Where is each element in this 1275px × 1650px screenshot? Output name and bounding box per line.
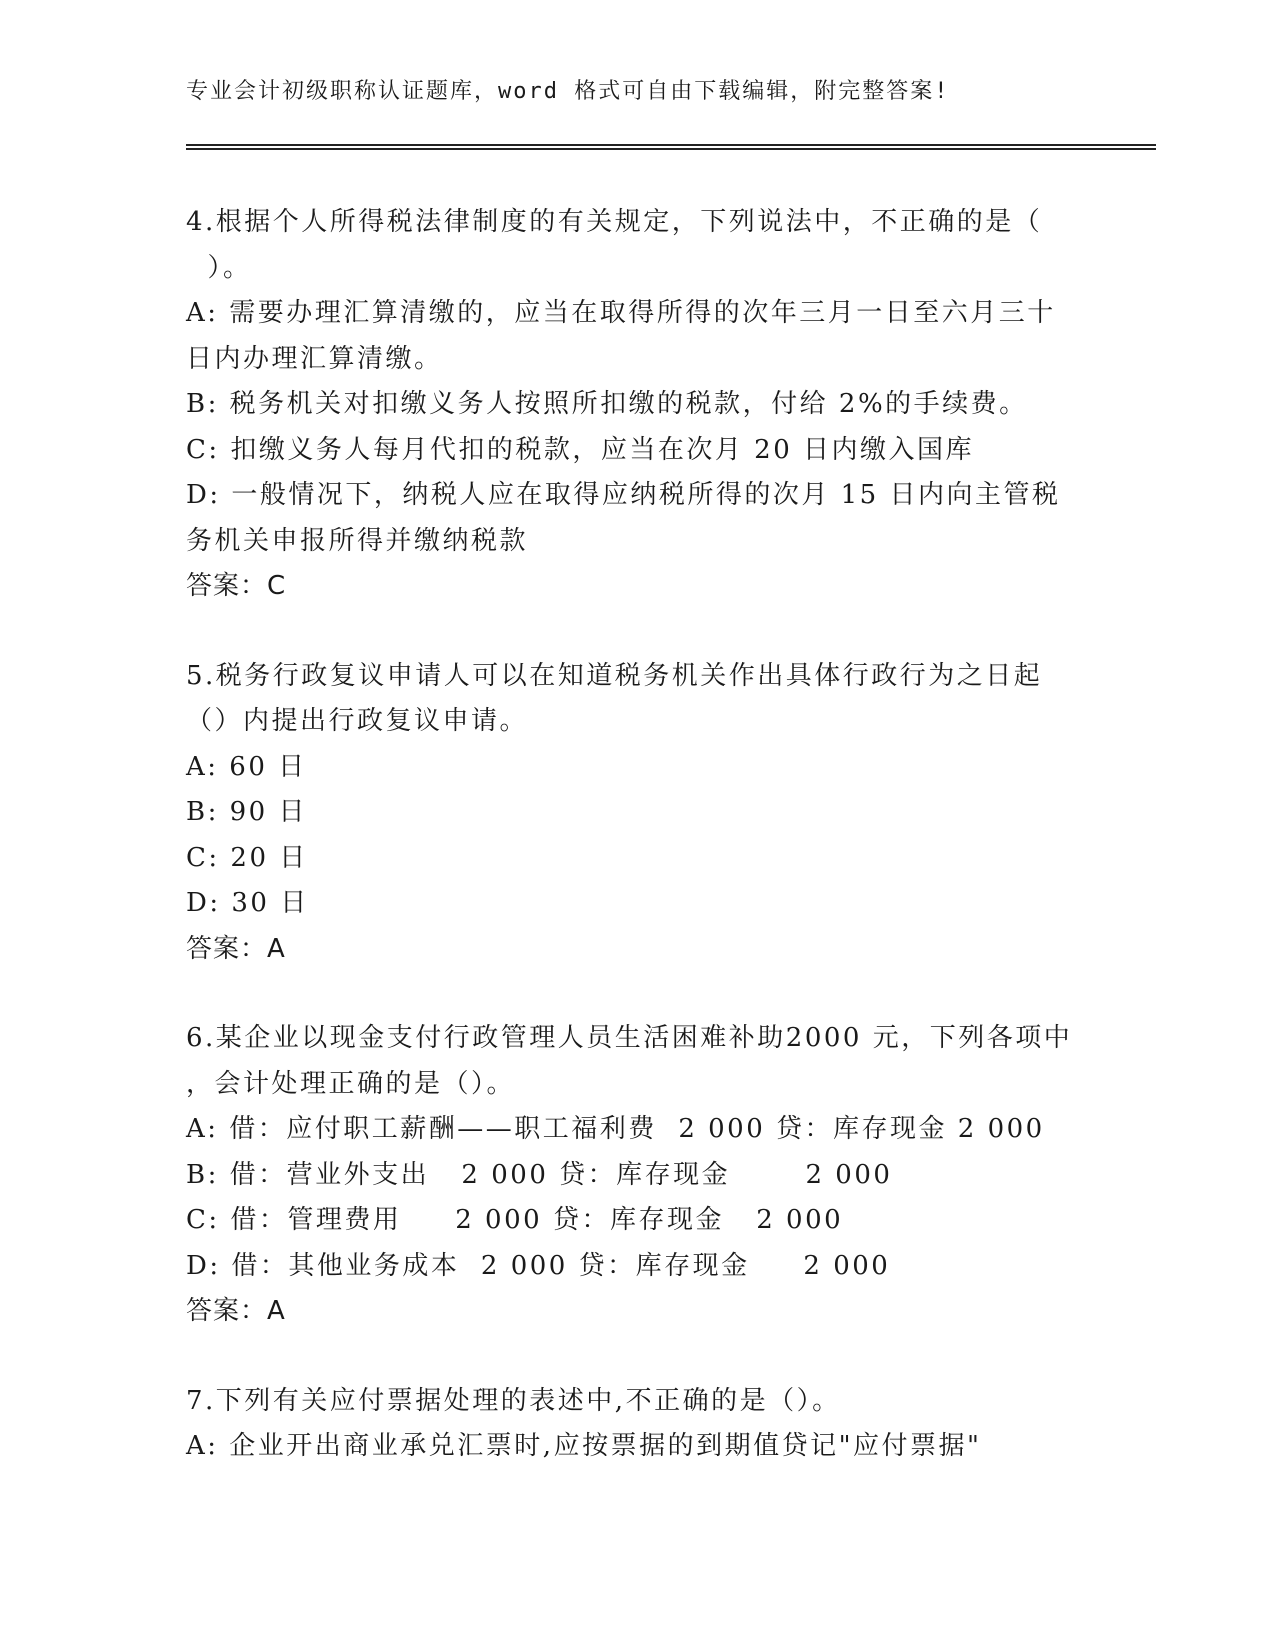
option-d: D: 30 日: [186, 888, 309, 918]
option-b: B: 借：营业外支出 2 000 贷：库存现金 2 000: [186, 1159, 893, 1190]
option-c: C: 扣缴义务人每月代扣的税款，应当在次月 20 日内缴入国库: [186, 434, 975, 465]
option-b: B: 90 日: [186, 797, 307, 827]
option-a: A: 60 日: [186, 751, 307, 782]
option-d: D: 借：其他业务成本 2 000 贷：库存现金 2 000: [186, 1250, 891, 1281]
option-d-cont: 务机关申报所得并缴纳税款: [186, 525, 529, 556]
option-c: C: 借：管理费用 2 000 贷：库存现金 2 000: [186, 1205, 844, 1235]
question-stem: 4.根据个人所得税法律制度的有关规定，下列说法中，不正确的是（: [186, 207, 1043, 237]
answer: 答案：A: [186, 1296, 286, 1326]
option-a: A: 企业开出商业承兑汇票时,应按票据的到期值贷记"应付票据": [186, 1431, 982, 1461]
question-stem: ）。: [186, 252, 252, 283]
option-b: B: 税务机关对扣缴义务人按照所扣缴的税款，付给 2%的手续费。: [186, 389, 1028, 419]
option-a: A: 借：应付职工薪酬——职工福利费 2 000 贷：库存现金 2 000: [186, 1114, 1045, 1144]
answer: 答案：C: [186, 571, 287, 601]
option-a: A: 需要办理汇算清缴的，应当在取得所得的次年三月一日至六月三十: [186, 298, 1056, 328]
answer: 答案：A: [186, 933, 286, 964]
question-stem: 5.税务行政复议申请人可以在知道税务机关作出具体行政行为之日起: [186, 660, 1043, 691]
option-c: C: 20 日: [186, 842, 308, 873]
question-7: [186, 1379, 1076, 1470]
question-stem: 6.某企业以现金支付行政管理人员生活困难补助2000 元，下列各项中: [186, 1023, 1073, 1053]
option-a-cont: 日内办理汇算清缴。: [186, 343, 443, 374]
page-header: 专业会计初级职称认证题库，word 格式可自由下载编辑，附完整答案!: [186, 79, 950, 104]
option-d: D: 一般情况下，纳税人应在取得应纳税所得的次月 15 日内向主管税: [186, 480, 1061, 510]
question-5: [186, 654, 1076, 973]
question-6: [186, 1016, 1076, 1335]
question-stem: （）内提出行政复议申请。: [186, 706, 529, 736]
header-rule: [186, 144, 1156, 150]
question-list: [186, 200, 1076, 1514]
question-stem: 7.下列有关应付票据处理的表述中,不正确的是（）。: [186, 1385, 841, 1416]
question-4: [186, 200, 1076, 610]
question-stem: ，会计处理正确的是（）。: [186, 1068, 516, 1099]
